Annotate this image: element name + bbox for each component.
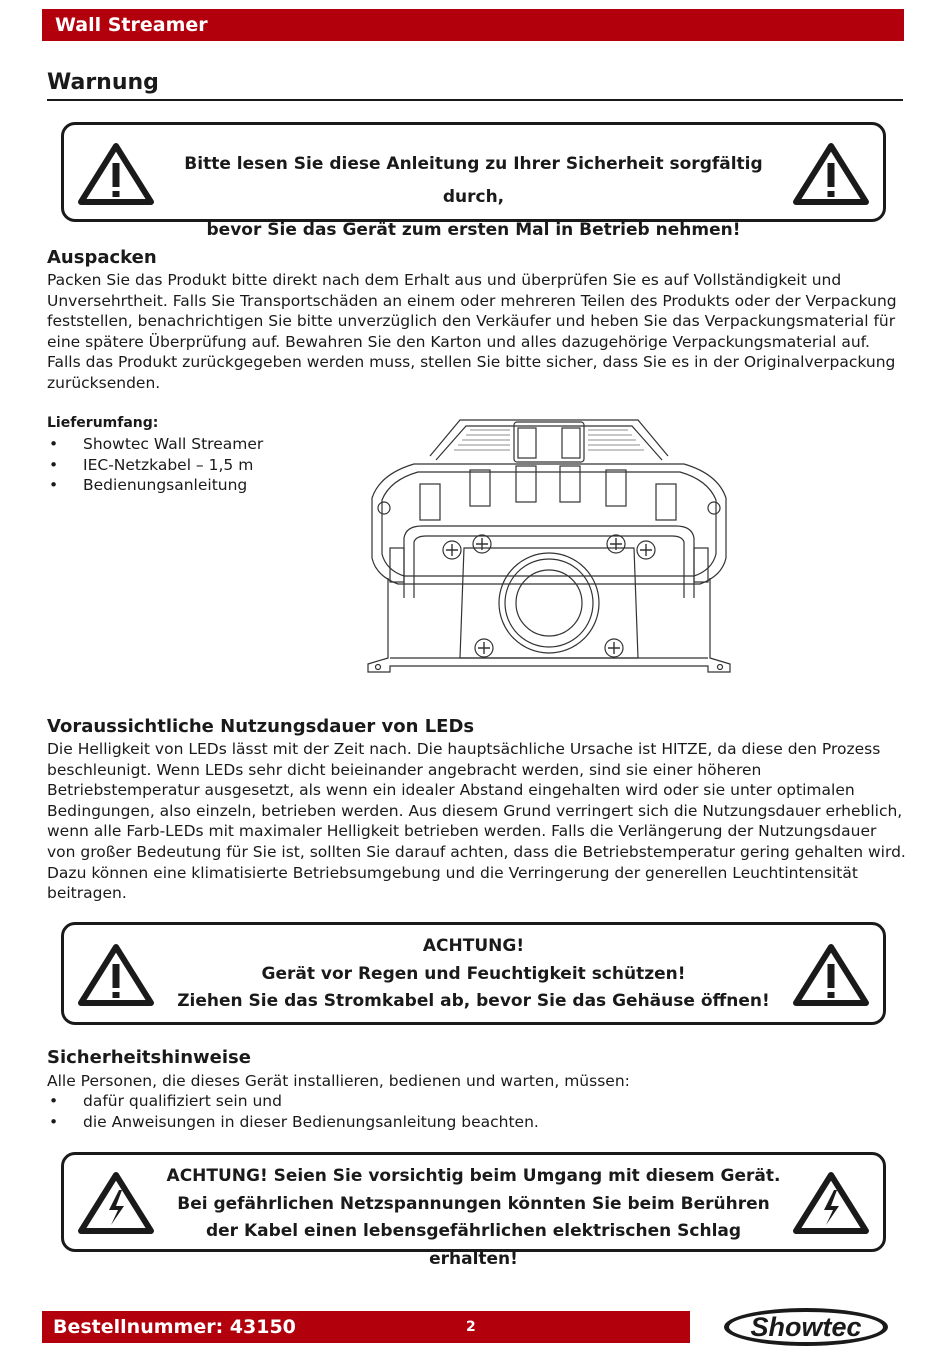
list-item: • dafür qualifiziert sein und [49, 1092, 282, 1110]
showtec-logo [690, 1305, 904, 1349]
electric-hazard-icon [76, 1170, 156, 1236]
warning-read-line1: Bitte lesen Sie diese Anleitung zu Ihrer Sicherheit sorgfältig durch, [184, 154, 763, 207]
warning-electric-text [164, 1163, 783, 1273]
warning-moisture-line2: Gerät vor Regen und Feuchtigkeit schützen! [261, 963, 686, 984]
warning-triangle-icon [76, 141, 156, 207]
safety-intro: Alle Personen, die dieses Gerät installieren, bedienen und warten, müssen: [47, 1072, 630, 1090]
page-title: Warnung [47, 68, 903, 101]
section-heading-safety: Sicherheitshinweise [47, 1047, 251, 1068]
svg-text:Showtec: Showtec [750, 1312, 862, 1342]
unpacking-text: Packen Sie das Produkt bitte direkt nach dem Erhalt aus und überprüfen Sie es auf Vollständigkeit und Unversehrtheit. Falls Sie Transportschäden an einem oder mehreren Teilen des Produkts oder der Verpackung feststellen, benachrichtigen Sie bitte unverzüglich den Verkäufer und heben Sie das Verpackungsmaterial für eine spätere Überprüfung auf. Bewahren Sie den Karton und alles dazugehörige Verpackungsmaterial auf. Falls das Produkt zurückgegeben werden muss, stellen Sie bitte sicher, dass Sie es in der Originalverpackung zurücksenden. [47, 271, 897, 392]
warning-electric-line1: ACHTUNG! Seien Sie vorsichtig beim Umgang mit diesem Gerät. [166, 1166, 781, 1186]
warning-read-text [164, 148, 783, 247]
warning-triangle-icon [791, 942, 871, 1008]
list-item: • die Anweisungen in dieser Bedienungsanleitung beachten. [49, 1112, 539, 1131]
led-lifetime-text: Die Helligkeit von LEDs lässt mit der Zeit nach. Die hauptsächliche Ursache ist HITZE, da diese den Prozess beschleunigt. Wenn LEDs sehr dicht beieinander angebracht werden, sind sie einer höheren Betriebstemperatur ausgesetzt, als wenn ein idealer Abstand eingehalten wird oder sie unter optimalen Bedingungen, also einzeln, betrieben werden. Aus diesem Grund verringert sich die Nutzungsdauer erheblich, wenn alle Farb-LEDs mit maximaler Helligkeit betrieben werden. Falls die Verlängerung der Nutzungsdauer von großer Bedeutung für Sie ist, sollten Sie darauf achten, dass die Betriebstemperatur gering gehalten wird. Dazu können eine klimatisierte Betriebsumgebung und die Verringerung der generellen Leuchtintensität beitragen. [47, 740, 906, 903]
scope-list [47, 434, 263, 496]
warning-box-electric-shock [61, 1152, 886, 1269]
warning-triangle-icon [791, 141, 871, 207]
warning-moisture-line1: ACHTUNG! [422, 936, 525, 956]
warning-read-line2: bevor Sie das Gerät zum ersten Mal in Betrieb nehmen! [206, 220, 741, 240]
footer-bar [42, 1311, 904, 1343]
showtec-logo-icon [690, 1305, 904, 1349]
warning-triangle-icon [76, 942, 156, 1008]
list-item: • IEC-Netzkabel – 1,5 m [49, 455, 254, 474]
safety-list [47, 1091, 539, 1132]
warning-box-read-manual [61, 122, 886, 240]
section-heading-unpacking: Auspacken [47, 247, 157, 268]
header-bar [42, 9, 904, 41]
list-item: • Bedienungsanleitung [49, 476, 248, 495]
list-item: • Showtec Wall Streamer [49, 435, 264, 453]
warning-electric-line2: Bei gefährlichen Netzspannungen könnten Sie beim Berühren [177, 1193, 770, 1214]
page-number: 2 [466, 1319, 476, 1335]
scope-label: Lieferumfang: [47, 415, 159, 431]
electric-hazard-icon [791, 1170, 871, 1236]
section-heading-led-lifetime: Voraussichtliche Nutzungsdauer von LEDs [47, 716, 475, 737]
warning-moisture-text [164, 933, 783, 1016]
warning-electric-line3: der Kabel einen lebensgefährlichen elektrischen Schlag erhalten! [205, 1221, 742, 1269]
warning-moisture-line3: Ziehen Sie das Stromkabel ab, bevor Sie das Gehäuse öffnen! [177, 991, 770, 1011]
order-number: Bestellnummer: 43150 [53, 1316, 296, 1338]
document-title: Wall Streamer [55, 14, 208, 36]
warning-box-moisture [61, 922, 886, 1025]
wall-streamer-device-illustration [360, 408, 738, 676]
